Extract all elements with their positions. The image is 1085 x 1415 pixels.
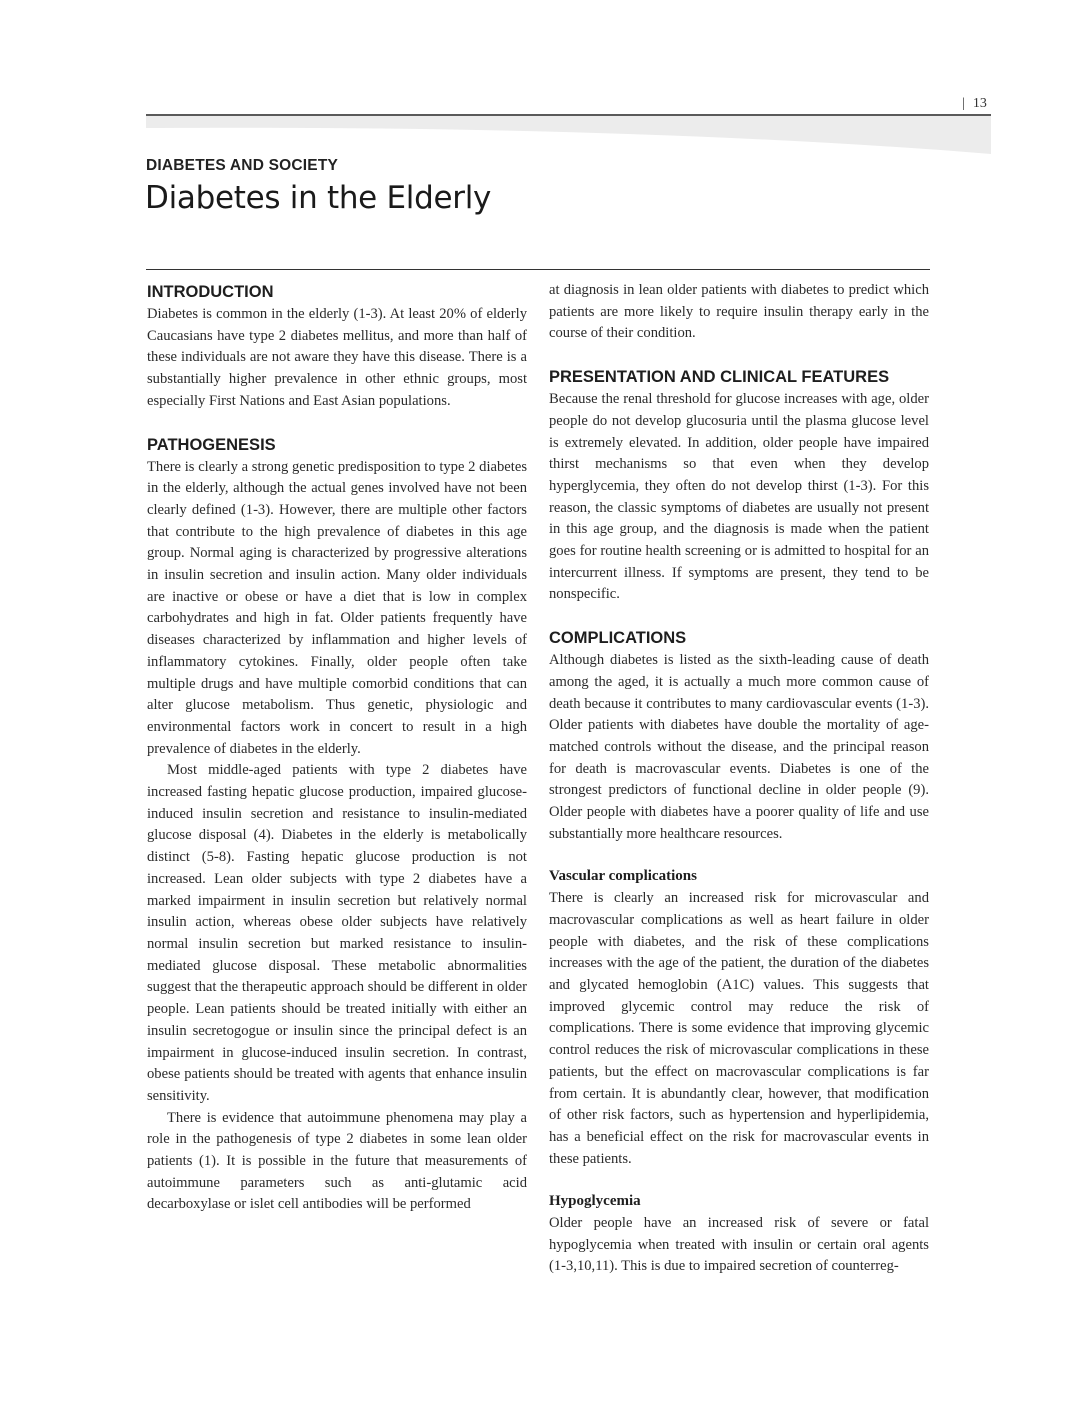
presentation-heading: PRESENTATION AND CLINICAL FEATURES	[549, 368, 890, 387]
pathogenesis-heading: PATHOGENESIS	[147, 435, 276, 454]
right-column	[549, 280, 929, 1278]
pathogenesis-paragraph-3: There is evidence that autoimmune phenomena may play a role in the pathogenesis of type 2 diabetes in some lean older patients (1). It is possible in the future that measurements of autoimmune parameters such as anti-glutamic acid decarboxylase or islet cell antibodies will be performed	[147, 1109, 527, 1213]
vascular-complications-paragraph: There is clearly an increased risk for microvascular and macrovascular complications as well as heart failure in older people with diabetes, and the risk of these complications increases with the age of the patient, the duration of the diabetes and glycated hemoglobin (A1C) values. This suggests that improved glycemic control may reduce the risk of complications. There is some evidence that improving glycemic control reduces the risk of microvascular complications in these patients, but the effect on macrovascular complications is far from certain. It is abundantly clear, however, that modification of other risk factors, such as hypertension and hyperlipidemia, has a beneficial effect on the risk for macrovascular events in these patients.	[549, 890, 929, 1167]
pathogenesis-paragraph-2: Most middle-aged patients with type 2 diabetes have increased fasting hepatic glucose production, impaired glucose-induced insulin secretion and resistance to insulin-mediated glucose disposal (4). Diabetes in the elderly is metabolically distinct (5-8). Fasting hepatic glucose production is not increased. Lean older subjects with type 2 diabetes have a marked impairment in insulin secretion but relatively normal insulin action, whereas obese older subjects have relatively normal insulin secretion but marked resistance to insulin-mediated glucose disposal. These metabolic abnormalities suggest that the therapeutic approach should be different in older people. Lean patients should be treated initially with either an insulin secretogogue or insulin since the principal defect is an impairment in glucose-induced insulin secretion. In contrast, obese patients should be treated with agents that enhance insulin sensitivity.	[147, 762, 527, 1104]
section-label: DIABETES AND SOCIETY	[146, 157, 339, 174]
pathogenesis-paragraph-1: There is clearly a strong genetic predisposition to type 2 diabetes in the elderly, although the actual genes involved have not been clearly defined (1-3). However, there are multiple other factors that contribute to the high prevalence of diabetes in this age group. Normal aging is characterized by progressive alterations in insulin secretion and insulin action. Many older individuals are inactive or obese or have a diet that is low in complex carbohydrates and high in fat. Older patients frequently have diseases characterized by inflammation and higher levels of inflammatory cytokines. Finally, older people often take multiple drugs and have multiple comorbid conditions that can alter glucose metabolism. Thus genetic, physiologic and environmental factors work in concert to result in a high prevalence of diabetes in the elderly.	[147, 458, 527, 757]
presentation-paragraph: Because the renal threshold for glucose increases with age, older people do not develop glucosuria until the plasma glucose level is extremely elevated. In addition, older people have impaired thirst mechanisms so that even when they develop hyperglycemia, they often do not develop thirst (1-3). For this reason, the classic symptoms of diabetes are usually not present in this age group, and the diagnosis is made when the patient goes for routine health screening or is admitted to hospital for an intercurrent illness. If symptoms are present, they tend to be nonspecific.	[549, 391, 929, 603]
header-swoosh	[146, 116, 991, 156]
pathogenesis-paragraph-3-continued: at diagnosis in lean older patients with diabetes to predict which patients are more likely to require insulin therapy early in the course of their condition.	[549, 282, 929, 342]
page-number: | 13	[962, 96, 987, 111]
complications-heading: COMPLICATIONS	[549, 629, 687, 648]
content-rule	[146, 269, 930, 270]
hypoglycemia-paragraph: Older people have an increased risk of severe or fatal hypoglycemia when treated with insulin or certain oral agents (1-3,10,11). This is due to impaired secretion of counterreg-	[549, 1215, 929, 1275]
vascular-complications-heading: Vascular complications	[549, 868, 697, 885]
left-column	[147, 280, 527, 1216]
page-title: Diabetes in the Elderly	[145, 180, 492, 216]
introduction-heading: INTRODUCTION	[147, 283, 274, 301]
introduction-paragraph: Diabetes is common in the elderly (1-3). At least 20% of elderly Caucasians have type 2 diabetes mellitus, and more than half of these individuals are not aware they have this disease. There is a substantially higher prevalence in other ethnic groups, most especially First Nations and East Asian populations.	[147, 306, 527, 409]
hypoglycemia-heading: Hypoglycemia	[549, 1193, 641, 1210]
complications-paragraph: Although diabetes is listed as the sixth-leading cause of death among the aged, it is actually a much more common cause of death because it contributes to many cardiovascular events (1-3). Older patients with diabetes have double the mortality of age-matched controls without the disease, and the principal reason for death is macrovascular events. Diabetes is one of the strongest predictors of functional decline in older people (9). Older people with diabetes have a poorer quality of life and use substantially more healthcare resources.	[549, 652, 929, 842]
